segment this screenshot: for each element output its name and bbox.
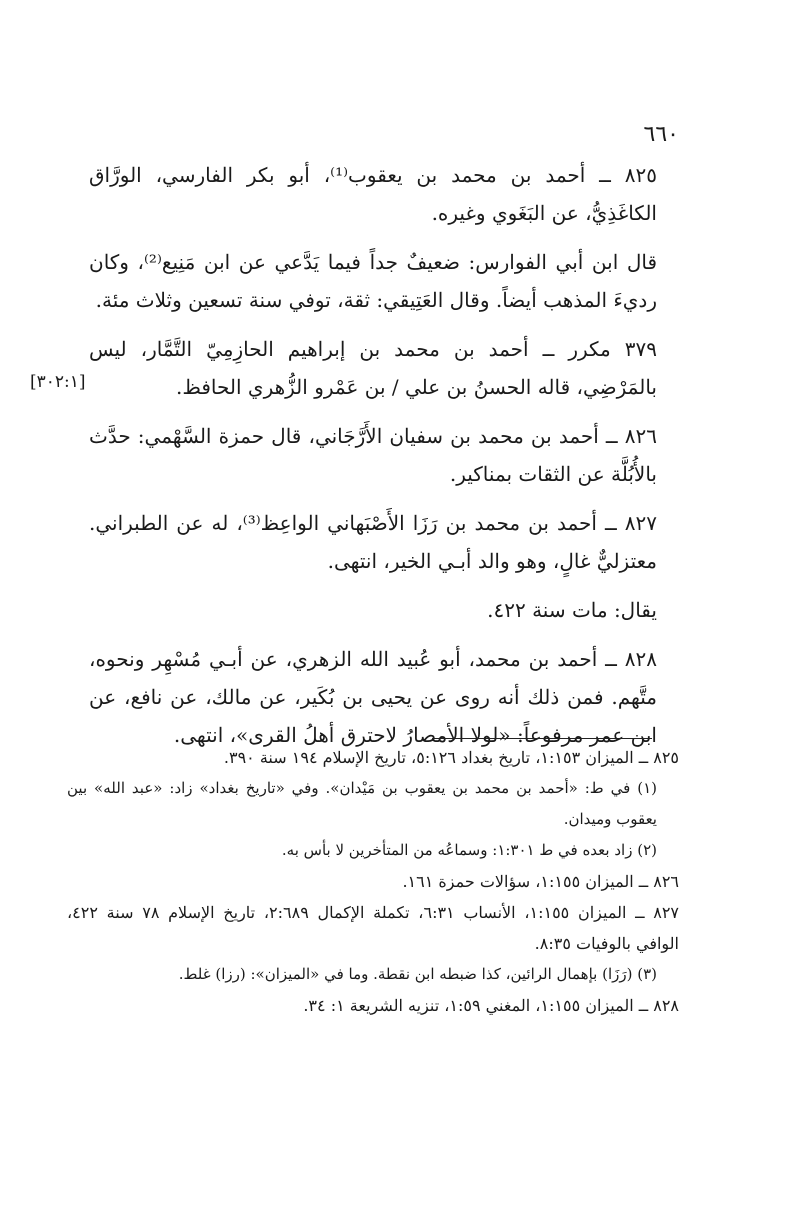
entry-826: ٨٢٦ ــ أحمد بن محمد بن سفيان الأَرَّجَاني، قال حمزة السَّهْمي: حدَّث بالأُبُلَّة عن الثقات بمناكير. [89, 424, 657, 486]
source-note-827: ٨٢٧ ــ الميزان ١:١٥٥، الأنساب ٦:٣١، تكملة الإكمال ٢:٦٨٩، تاريخ الإسلام ٧٨ سنة ٤٢٢، الوافي بالوفيات ٨:٣٥. [67, 903, 680, 953]
footnote-1: (١) في ط: «أحمد بن محمد بن يعقوب بن مَيْدان». وفي «تاريخ بغداد» زاد: «عبد الله» بين يعقوب وميدان. [67, 779, 657, 828]
source-note-826: ٨٢٦ ــ الميزان ١:١٥٥، سؤالات حمزة ١٦١. [402, 872, 679, 891]
entry-825-commentary: قال ابن أبي الفوارس: ضعيفٌ جداً فيما يَدَّعي عن ابن مَنِيع⁽²⁾، وكان رديءَ المذهب أيضاً. وقال العَتِيقي: ثقة، توفي سنة تسعين وثلاث مئة. [89, 250, 658, 312]
footnote-2: (٢) زاد بعده في ط ١:٣٠١: وسماعُه من المتأخرين لا بأس به. [281, 841, 657, 859]
entry-827-death-note: يقال: مات سنة ٤٢٢. [487, 598, 657, 622]
footnotes [67, 742, 679, 1021]
source-note-828: ٨٢٨ ــ الميزان ١:١٥٥، المغني ١:٥٩، تنزيه الشريعة ١: ٣٤. [303, 996, 679, 1015]
footnote-3: (٣) (رَزَا) بإهمال الرائين، كذا ضبطه ابن نقطة. وما في «الميزان»: (رزا) غلط. [178, 965, 657, 983]
margin-volume-reference: [٣٠٢:١] [30, 372, 86, 392]
page-number: ٦٦٠ [643, 122, 679, 147]
entry-827: ٨٢٧ ــ أحمد بن محمد بن رَزَا الأَصْبَهاني الواعِظ⁽³⁾، له عن الطبراني. معتزليٌّ غالٍ، وهو والد أبـي الخير، انتهى. [89, 511, 657, 573]
entry-828: ٨٢٨ ــ أحمد بن محمد، أبو عُبيد الله الزهري، عن أبـي مُسْهِر ونحوه، متَّهم. فمن ذلك أنه روى عن يحيى بن بُكَير، عن مالك، عن نافع، عن ابن عمر مرفوعاً: «لولا الأمصارُ لاحترق أهلُ القرى»، انتهى. [89, 647, 657, 747]
source-note-825: ٨٢٥ ــ الميزان ١:١٥٣، تاريخ بغداد ٥:١٢٦، تاريخ الإسلام ١٩٤ سنة ٣٩٠. [223, 748, 679, 767]
main-text [89, 156, 679, 765]
entry-379-repeated: ٣٧٩ مكرر ــ أحمد بن محمد بن إبراهيم الحازِمِيّ التَّمَّار، ليس بالمَرْضِي، قاله الحسنُ بن علي / بن عَمْرو الزُّهري الحافظ. [89, 337, 657, 399]
footnote-divider [432, 738, 652, 739]
entry-825: ٨٢٥ ــ أحمد بن محمد بن يعقوب⁽¹⁾، أبو بكر الفارسي، الورَّاق الكاغَذِيُّ، عن البَغَوي وغيره. [89, 163, 658, 225]
